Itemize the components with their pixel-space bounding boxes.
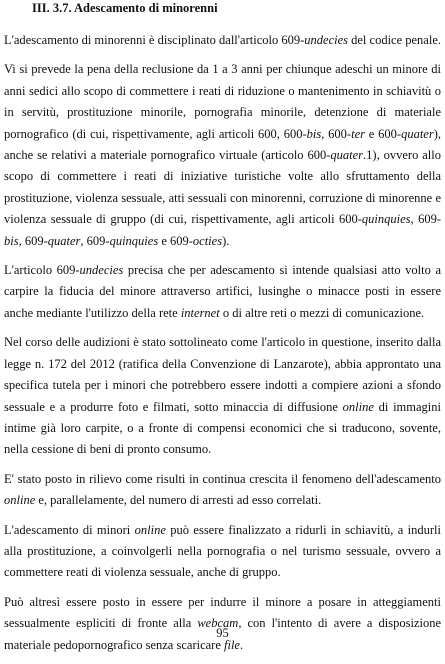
italic-text-run: quater	[47, 233, 81, 248]
paragraph-hearings	[4, 332, 441, 460]
italic-text-run: internet	[180, 305, 220, 320]
text-run: E' stato posto in rilievo come risulti in continua crescita il fenomeno dell'adescamento	[4, 471, 441, 486]
section-heading: III. 3.7. Adescamento di minorenni	[32, 1, 218, 15]
italic-text-run: file	[224, 637, 240, 652]
text-run: L'articolo 609-	[4, 263, 80, 278]
italic-text-run: online	[342, 399, 374, 414]
italic-text-run: undecies	[304, 33, 348, 47]
body-text	[4, 30, 441, 664]
italic-text-run: ter	[351, 126, 365, 141]
italic-text-run: webcam	[197, 616, 239, 631]
paragraph-purposes	[4, 520, 441, 584]
italic-text-run: quinquies	[361, 212, 411, 227]
italic-text-run: quinquies	[109, 233, 159, 248]
text-run: , con l'intento di avere a disposizione materiale pedopornografico senza scaricare	[4, 616, 441, 652]
italic-text-run: bis	[306, 126, 322, 141]
italic-text-run: octies	[192, 233, 223, 248]
italic-text-run: quater	[330, 148, 364, 163]
text-run: , 609-	[410, 212, 441, 227]
page-number: 95	[216, 626, 229, 640]
text-run: di immagini intime già loro carpite, o a fronte di compensi economici che si traducono, sovente, nella cessione di beni di pronto consumo.	[4, 399, 441, 457]
paragraph-growth	[4, 469, 441, 512]
text-run: .	[239, 637, 244, 652]
paragraph-article-scope	[4, 260, 441, 324]
text-run: , 609-	[80, 233, 110, 248]
text-run: , 600-	[321, 126, 352, 141]
italic-text-run: undecies	[79, 263, 124, 278]
text-run: ).	[222, 233, 230, 248]
text-run: ), anche se relativi a materiale pornografico virtuale (articolo 600-	[4, 126, 442, 163]
text-run: può essere finalizzato a ridurli in schiavitù, a indurli alla prostituzione, a coinvolgerli nella pornografia o nel turismo sessuale, ovvero a commettere reati di violenza sessuale, anche di gruppo.	[4, 522, 441, 580]
text-run: o di altre reti o mezzi di comunicazione.	[219, 305, 425, 320]
italic-text-run: online	[134, 522, 166, 537]
text-run: Vi si prevede la pena della reclusione da 1 a 3 anni per chiunque adeschi un minore di anni sedici allo scopo di commettere i reati di riduzione o mantenimento in schiavitù o in servitù, prostituzione minorile, pornografia minorile, detenzione di materiale pornografico (di cui, rispettivamente, agli articoli 600, 600-	[4, 62, 441, 141]
italic-text-run: quater	[401, 126, 434, 141]
text-run: L'adescamento di minorenni è disciplinato dall'articolo 609-	[4, 33, 305, 47]
italic-text-run: bis	[4, 233, 19, 248]
text-run: e, parallelamente, del numero di arresti ad esso correlati.	[35, 493, 322, 508]
text-run: , 609-	[18, 233, 48, 248]
text-run: del codice penale.	[348, 33, 442, 47]
text-run: Nel corso delle audizioni è stato sottolineato come l'articolo in questione, inserito dalla legge n. 172 del 2012 (ratifica della Convenzione di Lanzarote), abbia approntato una specifica tutela per i minori che potrebbero essere indotti a compiere azioni a sfondo sessuale e a produrre foto e filmati, sotto minaccia di diffusione	[4, 335, 441, 414]
text-run: e 600-	[364, 126, 402, 141]
paragraph-penalty	[4, 59, 441, 252]
text-run: Può altresì essere posto in essere per indurre il minore a posare in atteggiamenti sessualmente espliciti di fronte alla	[4, 594, 441, 631]
text-run: precisa che per adescamento si intende qualsiasi atto volto a carpire la fiducia del minore attraverso artifici, lusinghe o minacce posti in essere anche mediante l'utilizzo della rete	[4, 263, 441, 320]
text-run: e 609-	[158, 233, 193, 248]
italic-text-run: online	[4, 493, 36, 508]
text-run: .1), ovvero allo scopo di commettere i reati di iniziative turistiche volte allo sfruttamento della prostituzione, violenza sessuale, atti sessuali con minorenni, corruzione di minorenne e violenza sessuale di gruppo (di cui, rispettivamente, agli articoli 600-	[4, 148, 441, 227]
text-run: L'adescamento di minori	[4, 522, 135, 537]
paragraph-webcam	[4, 592, 441, 656]
paragraph-definition	[4, 30, 441, 51]
